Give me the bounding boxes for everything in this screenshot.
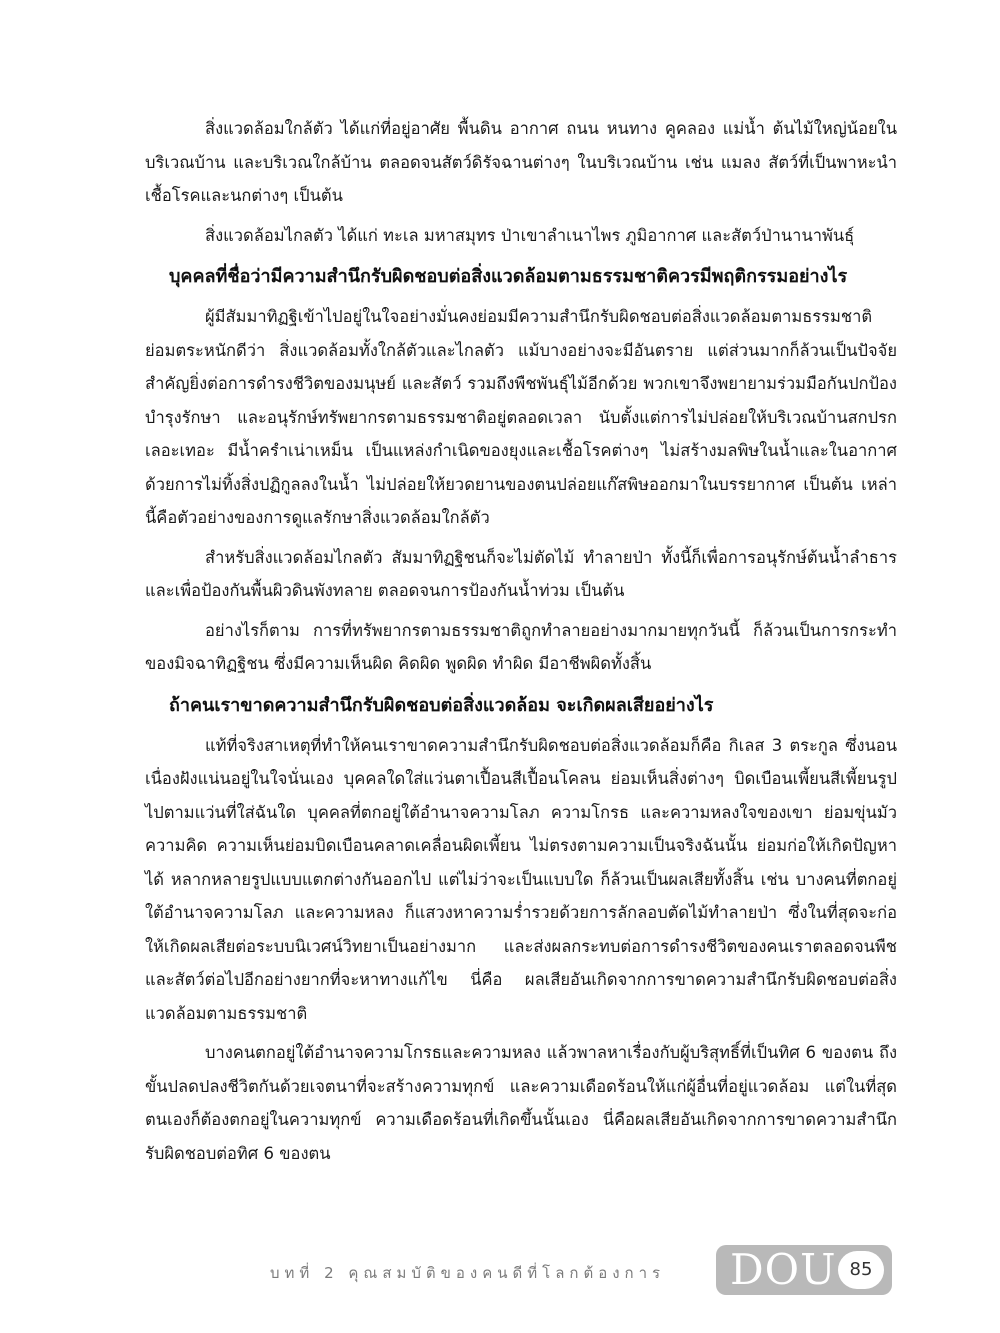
paragraph-cause-defilements: แท้ที่จริงสาเหตุที่ทำให้คนเราขาดความสำนึกรับผิดชอบต่อสิ่งแวดล้อมก็คือ กิเลส 3 ตระกูล ซึ่งนอนเนื่องฝังแน่นอยู่ในใจนั่นเอง บุคคลใดใส่แว่นตาเปื้อนสีเปื้อนโคลน ย่อมเห็นสิ่งต่างๆ บิดเบือนเพี้ยนสีเพี้ยนรูปไปตามแว่นที่ใส่ฉันใด บุคคลที่ตกอยู่ใต้อำนาจความโลภ ความโกรธ และความหลงใจของเขา ย่อมขุ่นมัว ความคิด ความเห็นย่อมบิดเบือนคลาดเคลื่อนผิดเพี้ยน ไม่ตรงตามความเป็นจริงฉันนั้น ย่อมก่อให้เกิดปัญหาได้ หลากหลายรูปแบบแตกต่างกันออกไป แต่ไม่ว่าจะเป็นแบบใด ก็ล้วนเป็นผลเสียทั้งสิ้น เช่น บางคนที่ตกอยู่ใต้อำนาจความโลภ และความหลง ก็แสวงหาความร่ำรวยด้วยการลักลอบตัดไม้ทำลายป่า ซึ่งในที่สุดจะก่อให้เกิดผลเสียต่อระบบนิเวศน์วิทยาเป็นอย่างมาก และส่งผลกระทบต่อการดำรงชีวิตของคนเราตลอดจนพืชและสัตว์ต่อไปอีกอย่างยากที่จะหาทางแก้ไข นี่คือ ผลเสียอันเกิดจากการขาดความสำนึกรับผิดชอบต่อสิ่งแวดล้อมตามธรรมชาติ	[145, 735, 897, 1023]
paragraph-far-environment: สิ่งแวดล้อมไกลตัว ได้แก่ ทะเล มหาสมุทร ป่าเขาลำเนาไพร ภูมิอากาศ และสัตว์ป่านานาพันธุ์	[205, 225, 855, 245]
dou-logo: DOU	[730, 1245, 837, 1294]
page-number: 85	[838, 1251, 884, 1289]
page-body	[145, 112, 897, 1170]
paragraph-right-view-person: ผู้มีสัมมาทิฏฐิเข้าไปอยู่ในใจอย่างมั่นคงย่อมมีความสำนึกรับผิดชอบต่อสิ่งแวดล้อมตามธรรมชาติ ย่อมตระหนักดีว่า สิ่งแวดล้อมทั้งใกล้ตัวและไกลตัว แม้บางอย่างจะมีอันตราย แต่ส่วนมากก็ล้วนเป็นปัจจัยสำคัญยิ่งต่อการดำรงชีวิตของมนุษย์ และสัตว์ รวมถึงพืชพันธุ์ไม้อีกด้วย พวกเขาจึงพยายามร่วมมือกันปกป้อง บำรุงรักษา และอนุรักษ์ทรัพยากรตามธรรมชาติอยู่ตลอดเวลา นับตั้งแต่การไม่ปล่อยให้บริเวณบ้านสกปรก เลอะเทอะ มีน้ำครำเน่าเหม็น เป็นแหล่งกำเนิดของยุงและเชื้อโรคต่างๆ ไม่สร้างมลพิษในน้ำและในอากาศ ด้วยการไม่ทิ้งสิ่งปฏิกูลลงในน้ำ ไม่ปล่อยให้ยวดยานของตนปล่อยแก๊สพิษออกมาในบรรยากาศ เป็นต้น เหล่านี้คือตัวอย่างของการดูแลรักษาสิ่งแวดล้อมใกล้ตัว	[145, 307, 897, 527]
paragraph-near-environment: สิ่งแวดล้อมใกล้ตัว ได้แก่ที่อยู่อาศัย พื้นดิน อากาศ ถนน หนทาง คูคลอง แม่น้ำ ต้นไม้ใหญ่น้อยในบริเวณบ้าน และบริเวณใกล้บ้าน ตลอดจนสัตว์ดิรัจฉานต่างๆ ในบริเวณบ้าน เช่น แมลง สัตว์ที่เป็นพาหะนำเชื้อโรคและนกต่างๆ เป็นต้น	[145, 119, 897, 205]
paragraph-wrong-view-destruction: อย่างไรก็ตาม การที่ทรัพยากรตามธรรมชาติถูกทำลายอย่างมากมายทุกวันนี้ ก็ล้วนเป็นการกระทำของมิจฉาทิฏฐิชน ซึ่งมีความเห็นผิด คิดผิด พูดผิด ทำผิด มีอาชีพผิดทั้งสิ้น	[145, 620, 897, 673]
chapter-title: บทที่ 2 คุณสมบัติของคนดีที่โลกต้องการ	[270, 1264, 666, 1282]
section-heading-responsible-behavior: บุคคลที่ชื่อว่ามีความสำนึกรับผิดชอบต่อสิ่งแวดล้อมตามธรรมชาติควรมีพฤติกรรมอย่างไร	[169, 266, 848, 287]
paragraph-anger-delusion: บางคนตกอยู่ใต้อำนาจความโกรธและความหลง แล้วพาลหาเรื่องกับผู้บริสุทธิ์ที่เป็นทิศ 6 ของตน ถึงขั้นปลดปลงชีวิตกันด้วยเจตนาที่จะสร้างความทุกข์ และความเดือดร้อนให้แก่ผู้อื่นที่อยู่แวดล้อม แต่ในที่สุดตนเองก็ต้องตกอยู่ในความทุกข์ ความเดือดร้อนที่เกิดขึ้นนั้นเอง นี่คือผลเสียอันเกิดจากการขาดความสำนึกรับผิดชอบต่อทิศ 6 ของตน	[145, 1043, 897, 1163]
paragraph-far-environment-care: สำหรับสิ่งแวดล้อมไกลตัว สัมมาทิฏฐิชนก็จะไม่ตัดไม้ ทำลายป่า ทั้งนี้ก็เพื่อการอนุรักษ์ต้นน้ำลำธาร และเพื่อป้องกันพื้นผิวดินพังทลาย ตลอดจนการป้องกันน้ำท่วม เป็นต้น	[145, 547, 897, 600]
dou-badge	[716, 1245, 892, 1295]
section-heading-consequences: ถ้าคนเราขาดความสำนึกรับผิดชอบต่อสิ่งแวดล้อม จะเกิดผลเสียอย่างไร	[169, 694, 714, 716]
page-footer	[270, 1243, 900, 1299]
